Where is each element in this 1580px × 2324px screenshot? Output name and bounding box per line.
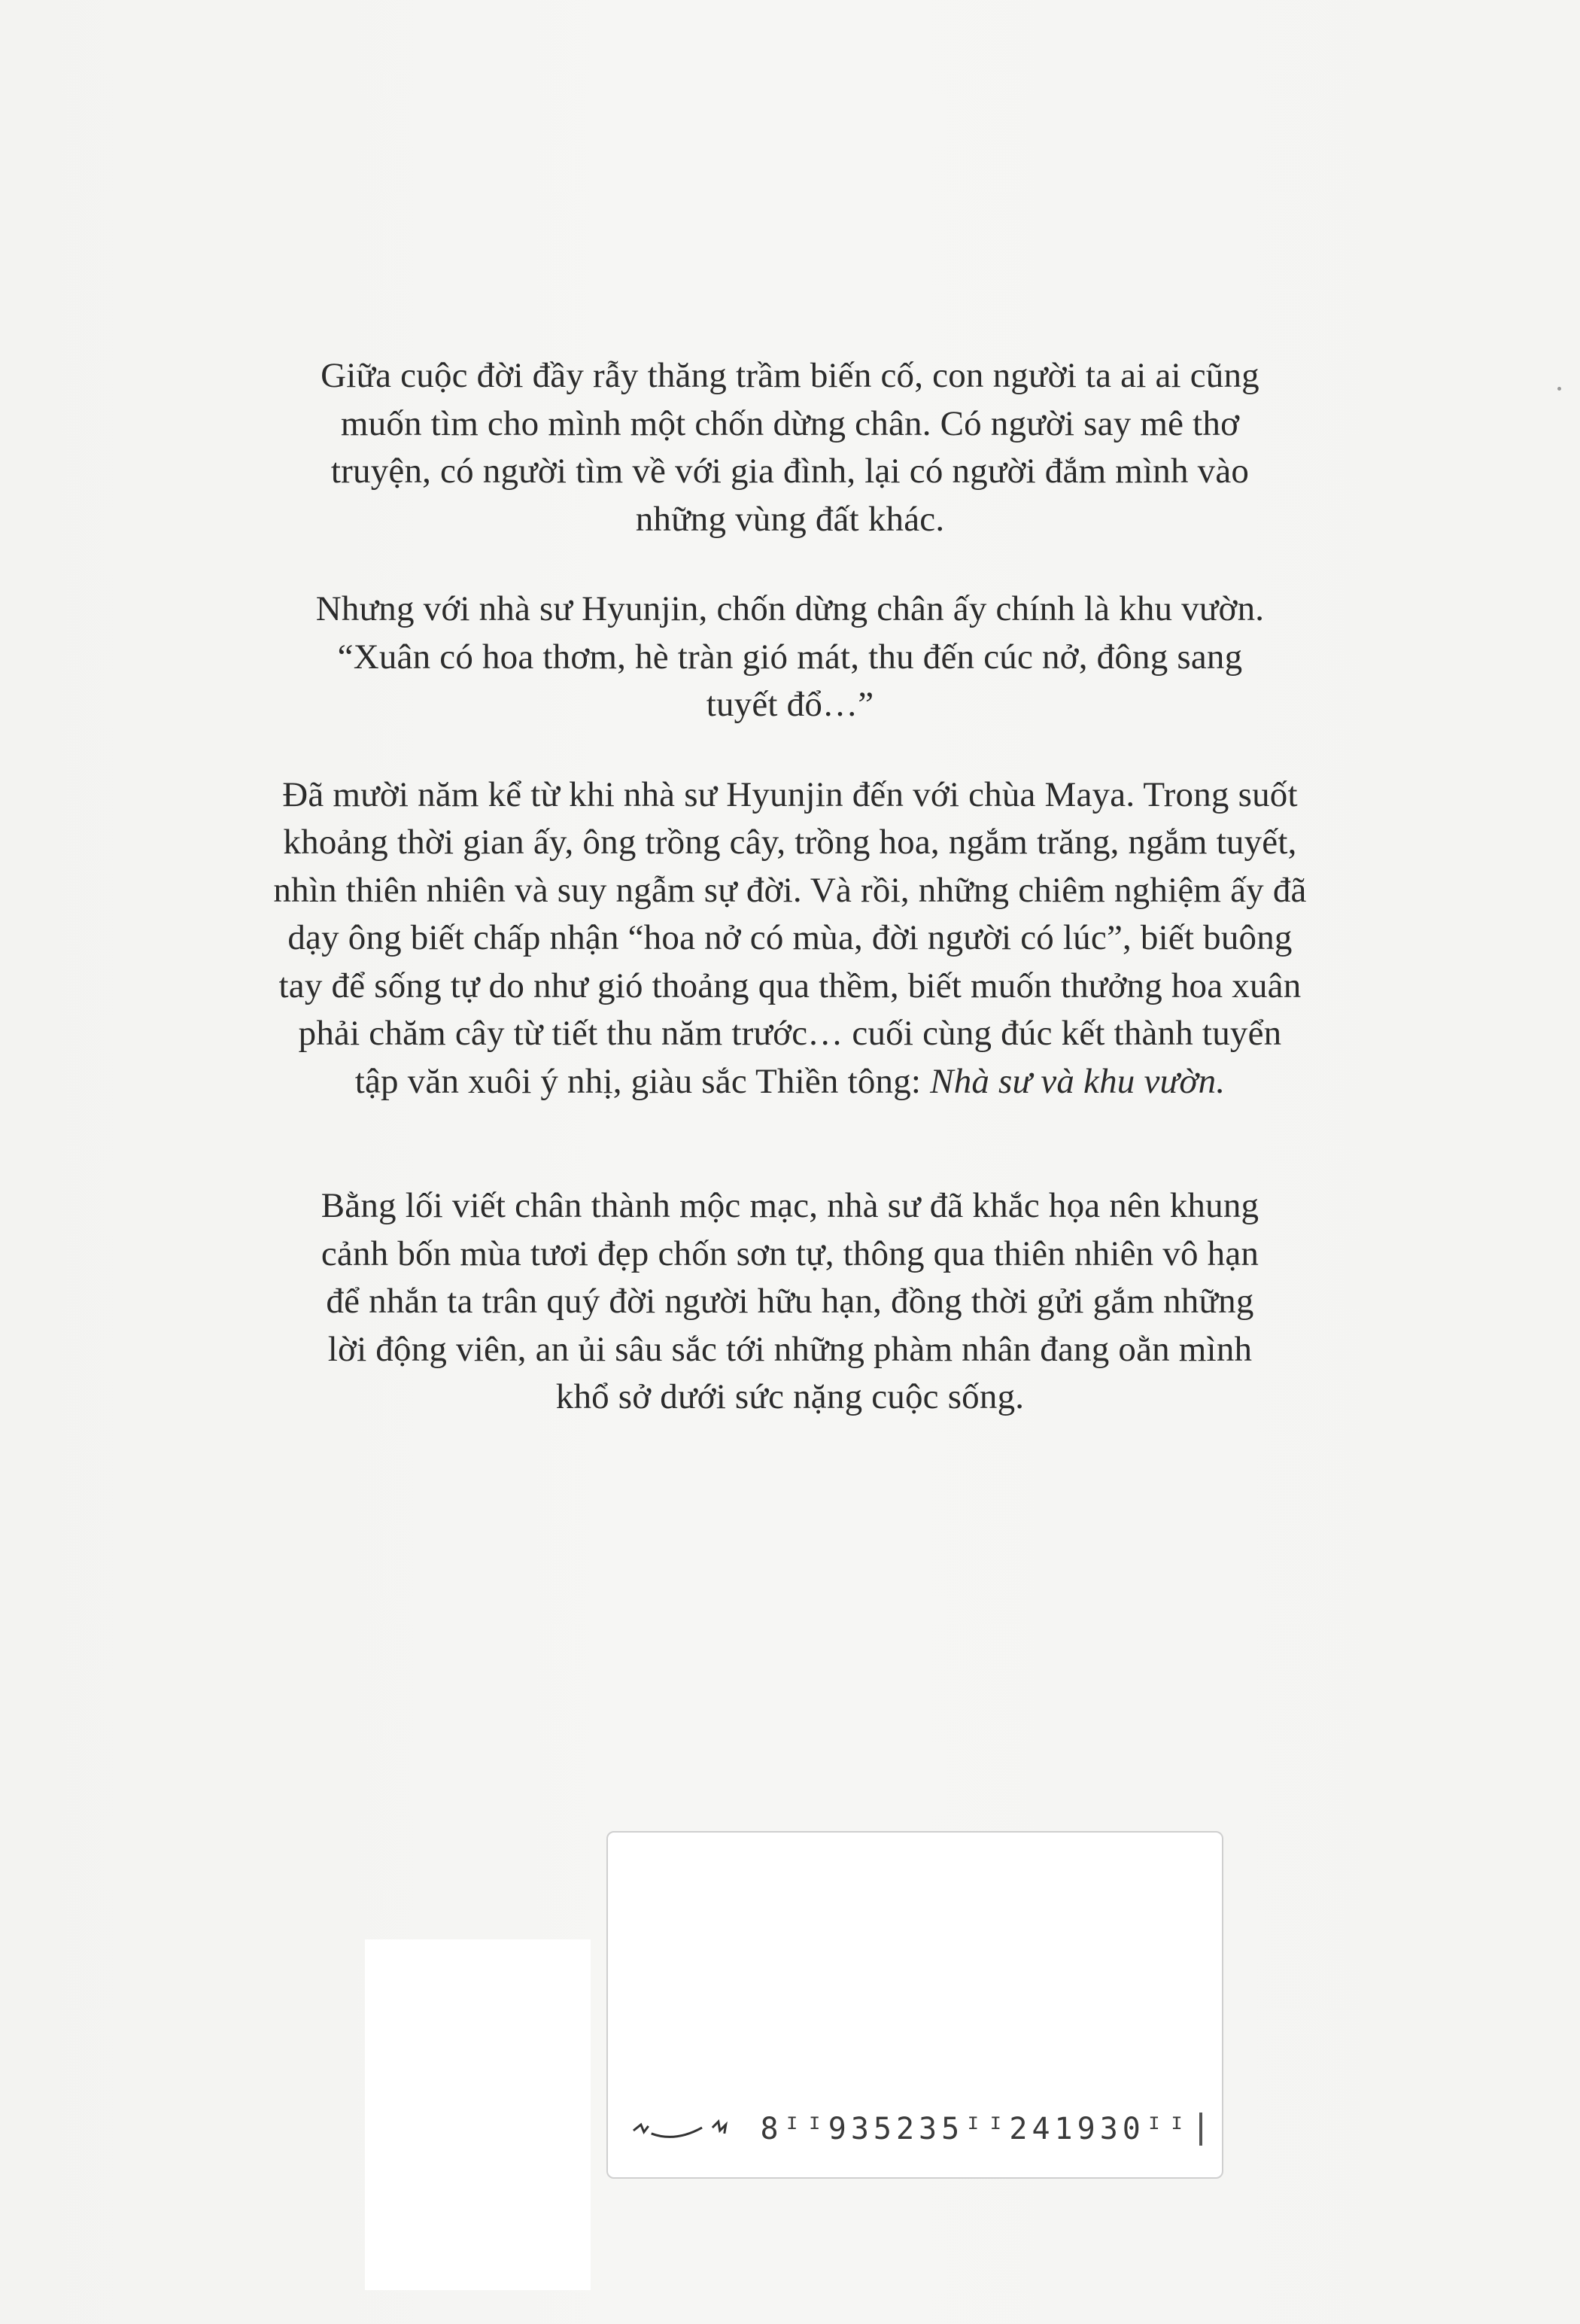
- barcode-edge-mark: [1199, 2113, 1202, 2146]
- paragraph-spacer: [181, 729, 1399, 771]
- paragraph-spacer: [181, 543, 1399, 586]
- text-line: lời động viên, an ủi sâu sắc tới những phàm nhân đang oằn mình: [327, 1329, 1253, 1369]
- text-line: “Xuân có hoa thơm, hè tràn gió mát, thu đến cúc nở, đông sang: [337, 637, 1243, 677]
- book-blurb: [181, 352, 1399, 1422]
- blurb-paragraph-4: [181, 1182, 1399, 1422]
- text-line: phải chăm cây từ tiết thu năm trước… cuối cùng đúc kết thành tuyển: [298, 1014, 1282, 1053]
- text-line: truyện, có người tìm về với gia đình, lại có người đắm mình vào: [330, 452, 1250, 491]
- book-title: Nhà sư và khu vườn.: [930, 1061, 1226, 1101]
- text-line: tay để sống tự do như gió thoảng qua thềm, biết muốn thưởng hoa xuân: [278, 966, 1302, 1005]
- price-sticker: [365, 1939, 591, 2290]
- barcode-digits: 8ᴵᴵ935235ᴵᴵ241930ᴵᴵ: [760, 2112, 1191, 2146]
- text-line: tuyết đổ…”: [706, 685, 874, 724]
- barcode-sticker: [606, 1831, 1223, 2179]
- text-line: Nhưng với nhà sư Hyunjin, chốn dừng chân ấy chính là khu vườn.: [315, 589, 1265, 628]
- text-line: những vùng đất khác.: [635, 499, 945, 539]
- paragraph-spacer: [181, 1106, 1399, 1182]
- text-line: khổ sở dưới sức nặng cuộc sống.: [555, 1377, 1025, 1416]
- text-line: Đã mười năm kể từ khi nhà sư Hyunjin đến với chùa Maya. Trong suốt: [282, 774, 1298, 814]
- text-line: Giữa cuộc đời đầy rẫy thăng trầm biến cố, con người ta ai ai cũng: [321, 356, 1259, 395]
- blurb-paragraph-3: [181, 771, 1399, 1106]
- text-line: khoảng thời gian ấy, ông trồng cây, trồng hoa, ngắm trăng, ngắm tuyết,: [283, 823, 1297, 862]
- blurb-paragraph-2: [181, 586, 1399, 729]
- text-line: dạy ông biết chấp nhận “hoa nở có mùa, đời người có lúc”, biết buông: [287, 918, 1293, 957]
- text-line: [181, 1058, 1399, 1106]
- text-line: nhìn thiên nhiên và suy ngẫm sự đời. Và rồi, những chiêm nghiệm ấy đã: [273, 870, 1307, 910]
- text-line: Bằng lối viết chân thành mộc mạc, nhà sư đã khắc họa nên khung: [321, 1186, 1259, 1225]
- text-line-prefix: tập văn xuôi ý nhị, giàu sắc Thiền tông:: [354, 1061, 931, 1101]
- text-line: cảnh bốn mùa tươi đẹp chốn sơn tự, thông qua thiên nhiên vô hạn: [321, 1233, 1259, 1273]
- bird-ornament-icon: [630, 2114, 742, 2144]
- text-line: để nhắn ta trân quý đời người hữu hạn, đồng thời gửi gắm những: [326, 1282, 1254, 1321]
- barcode-strip: [630, 2111, 1202, 2147]
- dust-speck: [1557, 387, 1561, 391]
- text-line: muốn tìm cho mình một chốn dừng chân. Có người say mê thơ: [340, 403, 1240, 443]
- blurb-paragraph-1: [181, 352, 1399, 543]
